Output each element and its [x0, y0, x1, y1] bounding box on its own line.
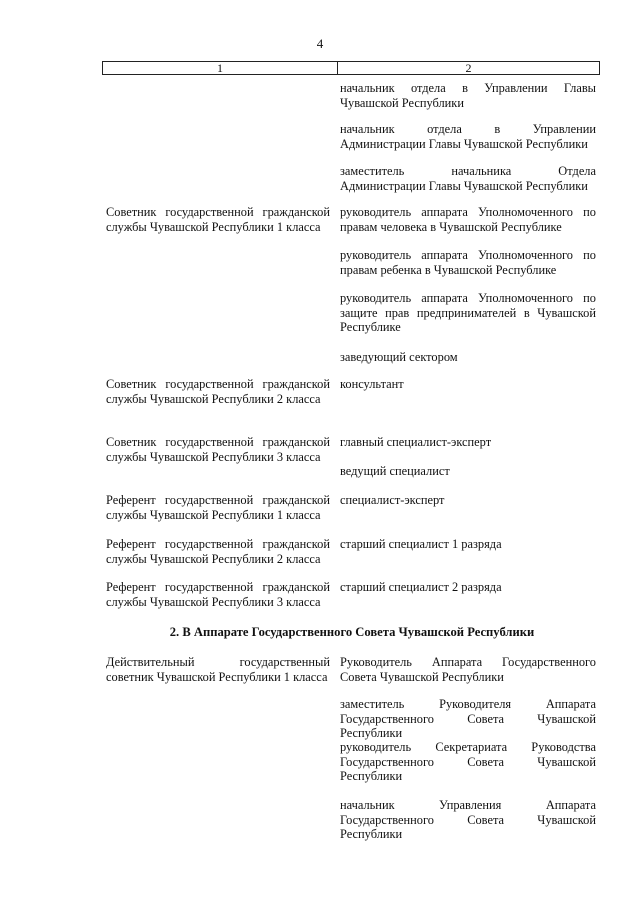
position-cell: заместитель начальника Отдела Администрации Главы Чувашской Республики — [340, 164, 596, 193]
position-cell: главный специалист-эксперт — [340, 435, 492, 449]
page-number: 4 — [316, 36, 324, 51]
rank-cell: Референт государственной гражданской службы Чувашской Республики 1 класса — [106, 493, 330, 522]
position-cell: ведущий специалист — [340, 464, 450, 478]
position-cell: начальник Управления Аппарата Государственного Совета Чувашской Республики — [340, 798, 596, 842]
position-cell: начальник отдела в Управлении Главы Чувашской Республики — [340, 81, 596, 110]
rank-cell: Действительный государственный советник Чувашской Республики 1 класса — [106, 655, 330, 684]
rank-cell: Советник государственной гражданской службы Чувашской Республики 2 класса — [106, 377, 330, 406]
position-cell: консультант — [340, 377, 404, 391]
position-cell: руководитель аппарата Уполномоченного по защите прав предпринимателей в Чувашской Республике — [340, 291, 596, 335]
rank-cell: Референт государственной гражданской службы Чувашской Республики 2 класса — [106, 537, 330, 566]
rank-cell: Советник государственной гражданской службы Чувашской Республики 1 класса — [106, 205, 330, 234]
position-cell: начальник отдела в Управлении Администрации Главы Чувашской Республики — [340, 122, 596, 151]
position-cell: руководитель аппарата Уполномоченного по правам ребенка в Чувашской Республике — [340, 248, 596, 277]
position-cell: старший специалист 1 разряда — [340, 537, 502, 551]
position-cell: заместитель Руководителя Аппарата Государственного Совета Чувашской Республики — [340, 697, 596, 741]
column-header-1: 1 — [103, 62, 338, 74]
rank-cell: Референт государственной гражданской службы Чувашской Республики 3 класса — [106, 580, 330, 609]
column-header-2: 2 — [465, 61, 472, 75]
position-cell: руководитель Секретариата Руководства Государственного Совета Чувашской Республики — [340, 740, 596, 784]
section-title: 2. В Аппарате Государственного Совета Чувашской Республики — [169, 625, 535, 639]
position-cell: Руководитель Аппарата Государственного Совета Чувашской Республики — [340, 655, 596, 684]
position-cell: руководитель аппарата Уполномоченного по правам человека в Чувашской Республике — [340, 205, 596, 234]
position-cell: заведующий сектором — [340, 350, 458, 364]
table-column-header — [102, 61, 600, 75]
position-cell: специалист-эксперт — [340, 493, 445, 507]
rank-cell: Советник государственной гражданской службы Чувашской Республики 3 класса — [106, 435, 330, 464]
position-cell: старший специалист 2 разряда — [340, 580, 502, 594]
